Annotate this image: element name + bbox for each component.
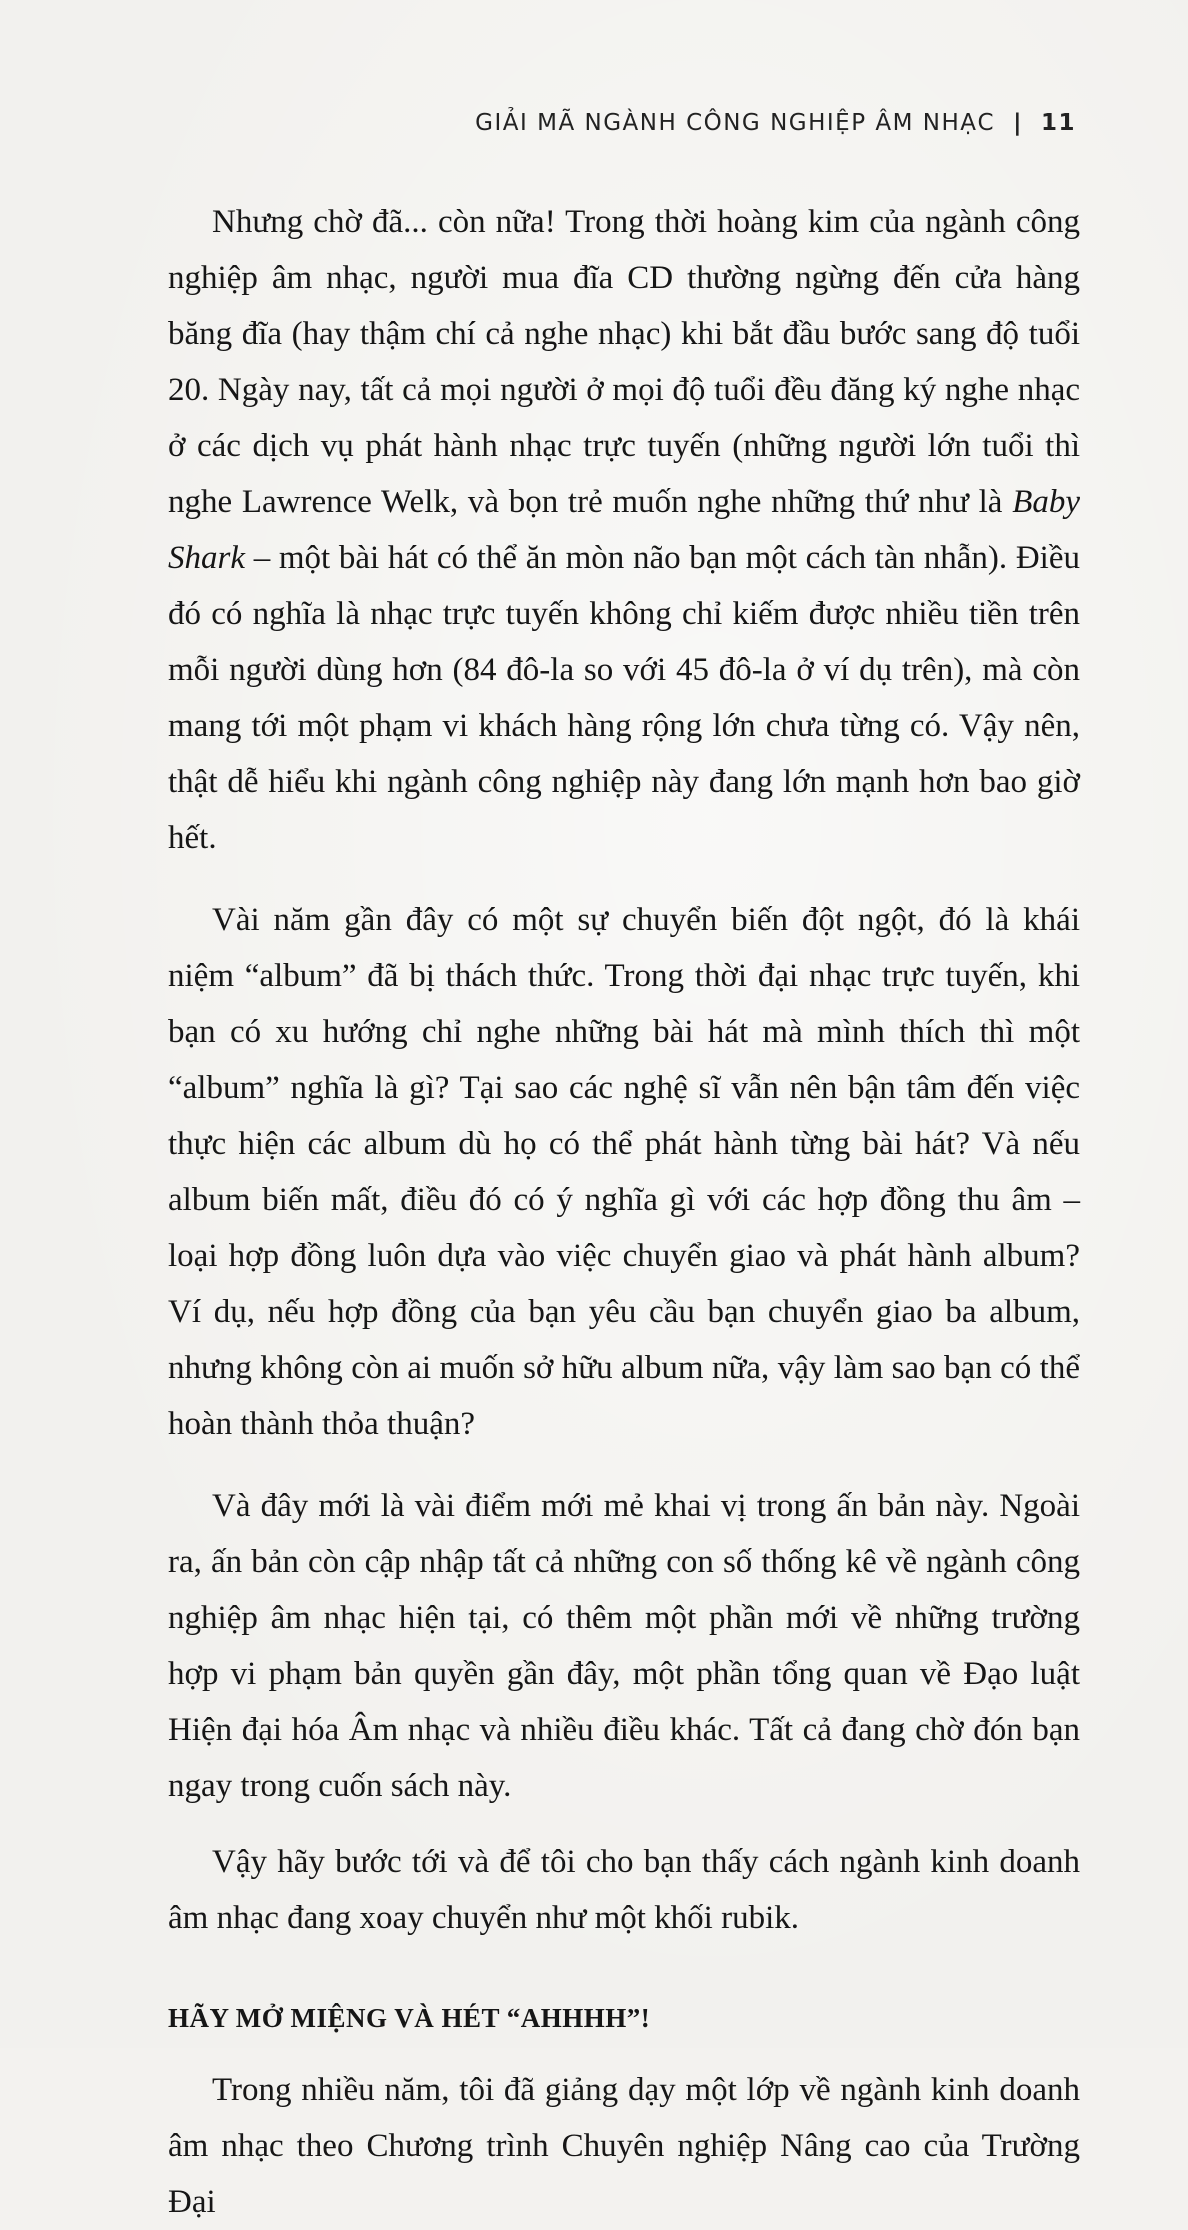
paragraph-4: Vậy hãy bước tới và để tôi cho bạn thấy cách ngành kinh doanh âm nhạc đang xoay chuyển như một khối rubik.: [168, 1844, 1080, 1936]
body-text: [168, 194, 1080, 2230]
paragraph-1: [168, 194, 1080, 866]
paragraph-1-text-a: Nhưng chờ đã... còn nữa! Trong thời hoàng kim của ngành công nghiệp âm nhạc, người mua đĩa CD thường ngừng đến cửa hàng băng đĩa (hay thậm chí cả nghe nhạc) khi bắt đầu bước sang độ tuổi 20. Ngày nay, tất cả mọi người ở mọi độ tuổi đều đăng ký nghe nhạc ở các dịch vụ phát hành nhạc trực tuyến (những người lớn tuổi thì nghe Lawrence Welk, và bọn trẻ muốn nghe những thứ như là: [168, 204, 1080, 520]
paragraph-5: Trong nhiều năm, tôi đã giảng dạy một lớp về ngành kinh doanh âm nhạc theo Chương trình Chuyên nghiệp Nâng cao của Trường Đại: [168, 2072, 1080, 2220]
header-separator: |: [1013, 110, 1023, 136]
header-title: GIẢI MÃ NGÀNH CÔNG NGHIỆP ÂM NHẠC: [475, 110, 996, 136]
section-heading: HÃY MỞ MIỆNG VÀ HÉT “AHHHH”!: [168, 2003, 651, 2033]
page-number: 11: [1040, 110, 1076, 136]
running-header: [475, 110, 1076, 136]
paragraph-2: Vài năm gần đây có một sự chuyển biến đột ngột, đó là khái niệm “album” đã bị thách thức. Trong thời đại nhạc trực tuyến, khi bạn có xu hướng chỉ nghe những bài hát mà mình thích thì một “album” nghĩa là gì? Tại sao các nghệ sĩ vẫn nên bận tâm đến việc thực hiện các album dù họ có thể phát hành từng bài hát? Và nếu album biến mất, điều đó có ý nghĩa gì với các hợp đồng thu âm – loại hợp đồng luôn dựa vào việc chuyển giao và phát hành album? Ví dụ, nếu hợp đồng của bạn yêu cầu bạn chuyển giao ba album, nhưng không còn ai muốn sở hữu album nữa, vậy làm sao bạn có thể hoàn thành thỏa thuận?: [168, 902, 1080, 1442]
paragraph-1-text-b: – một bài hát có thể ăn mòn não bạn một cách tàn nhẫn). Điều đó có nghĩa là nhạc trực tuyến không chỉ kiếm được nhiều tiền trên mỗi người dùng hơn (84 đô-la so với 45 đô-la ở ví dụ trên), mà còn mang tới một phạm vi khách hàng rộng lớn chưa từng có. Vậy nên, thật dễ hiểu khi ngành công nghiệp này đang lớn mạnh hơn bao giờ hết.: [168, 540, 1080, 856]
song-title-italic: Baby Shark: [168, 484, 1080, 576]
paragraph-3: Và đây mới là vài điểm mới mẻ khai vị trong ấn bản này. Ngoài ra, ấn bản còn cập nhập tất cả những con số thống kê về ngành công nghiệp âm nhạc hiện tại, có thêm một phần mới về những trường hợp vi phạm bản quyền gần đây, một phần tổng quan về Đạo luật Hiện đại hóa Âm nhạc và nhiều điều khác. Tất cả đang chờ đón bạn ngay trong cuốn sách này.: [168, 1488, 1080, 1804]
